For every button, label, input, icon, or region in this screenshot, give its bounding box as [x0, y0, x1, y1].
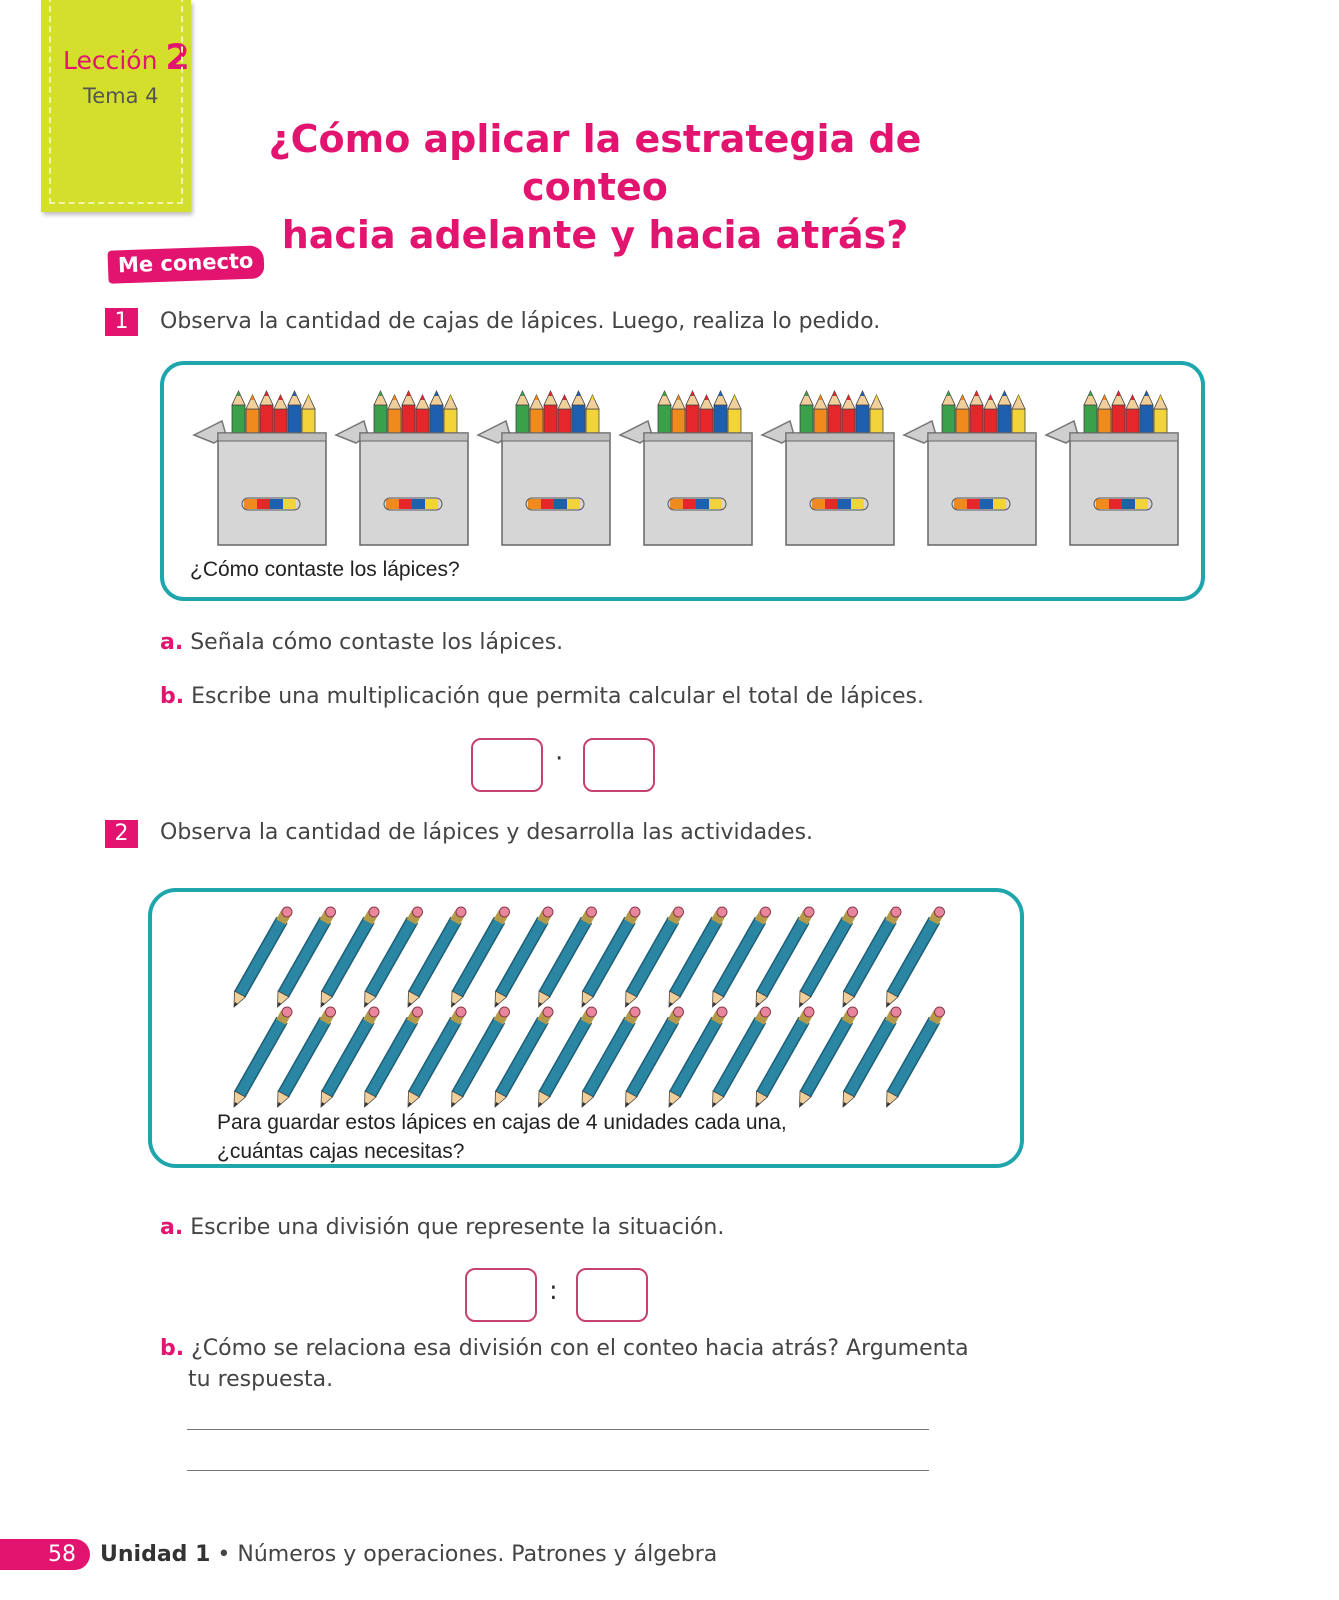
footer-separator: •	[217, 1542, 231, 1567]
boxes-question: ¿Cómo contaste los lápices?	[190, 558, 460, 581]
division-divisor-box[interactable]	[576, 1268, 648, 1322]
activity-1b	[160, 684, 924, 709]
pencil-box	[762, 391, 894, 545]
section-tag: Me conecto	[107, 245, 264, 283]
pencil-box	[336, 391, 468, 545]
activity-2a	[160, 1215, 724, 1240]
pencils-question	[217, 1108, 787, 1166]
activity-number-2: 2	[105, 820, 138, 848]
title-line-2: hacia adelante y hacia atrás?	[281, 213, 909, 257]
pencil-box	[904, 391, 1036, 545]
item-label-a: a.	[160, 630, 184, 655]
activity-2b	[160, 1333, 969, 1395]
pencil-box	[620, 391, 752, 545]
loose-pencils-illustration	[212, 904, 972, 1114]
division-operator: :	[549, 1276, 558, 1306]
activity-2b-text-line-1: ¿Cómo se relaciona esa división con el conteo hacia atrás? Argumenta	[191, 1336, 969, 1361]
page-number	[0, 1539, 90, 1570]
lesson-ribbon	[41, 0, 191, 212]
activity-2a-text: Escribe una división que represente la situación.	[190, 1215, 725, 1240]
activity-1a	[160, 630, 563, 655]
pencils-question-line-2: ¿cuántas cajas necesitas?	[217, 1140, 465, 1163]
multiplication-factor-2-box[interactable]	[583, 738, 655, 792]
pencil-box	[1046, 391, 1178, 545]
footer-subject: Números y operaciones. Patrones y álgebra	[237, 1542, 718, 1567]
division-dividend-box[interactable]	[465, 1268, 537, 1322]
lesson-word: Lección	[63, 46, 158, 75]
activity-1b-text: Escribe una multiplicación que permita calcular el total de lápices.	[191, 684, 924, 709]
item-label-b: b.	[160, 1336, 185, 1361]
activity-2-instruction: Observa la cantidad de lápices y desarrolla las actividades.	[160, 820, 814, 845]
loose-pencils-frame	[148, 888, 1024, 1168]
answer-line-1[interactable]	[187, 1429, 929, 1430]
page-number-text: 58	[48, 1542, 76, 1567]
item-label-b: b.	[160, 684, 185, 709]
pencil-box	[194, 391, 326, 545]
activity-number-1: 1	[105, 308, 138, 336]
pencil-boxes-illustration	[184, 373, 1214, 553]
pencil-boxes-frame	[160, 361, 1205, 601]
title-line-1: ¿Cómo aplicar la estrategia de conteo	[268, 117, 922, 209]
answer-line-2[interactable]	[187, 1470, 929, 1471]
pencil-box	[478, 391, 610, 545]
footer-unit	[100, 1542, 717, 1567]
unit-label: Unidad 1	[100, 1542, 211, 1567]
lesson-label	[63, 38, 190, 78]
topic-label: Tema 4	[83, 84, 159, 108]
item-label-a: a.	[160, 1215, 184, 1240]
page-title	[200, 115, 990, 259]
pencils-question-line-1: Para guardar estos lápices en cajas de 4 unidades cada una,	[217, 1111, 787, 1134]
lesson-number: 2	[165, 38, 190, 78]
activity-1a-text: Señala cómo contaste los lápices.	[190, 630, 564, 655]
multiplication-factor-1-box[interactable]	[471, 738, 543, 792]
activity-2b-text-line-2: tu respuesta.	[188, 1367, 334, 1392]
activity-1-instruction: Observa la cantidad de cajas de lápices. Luego, realiza lo pedido.	[160, 309, 881, 334]
multiplication-operator: ·	[555, 744, 564, 774]
